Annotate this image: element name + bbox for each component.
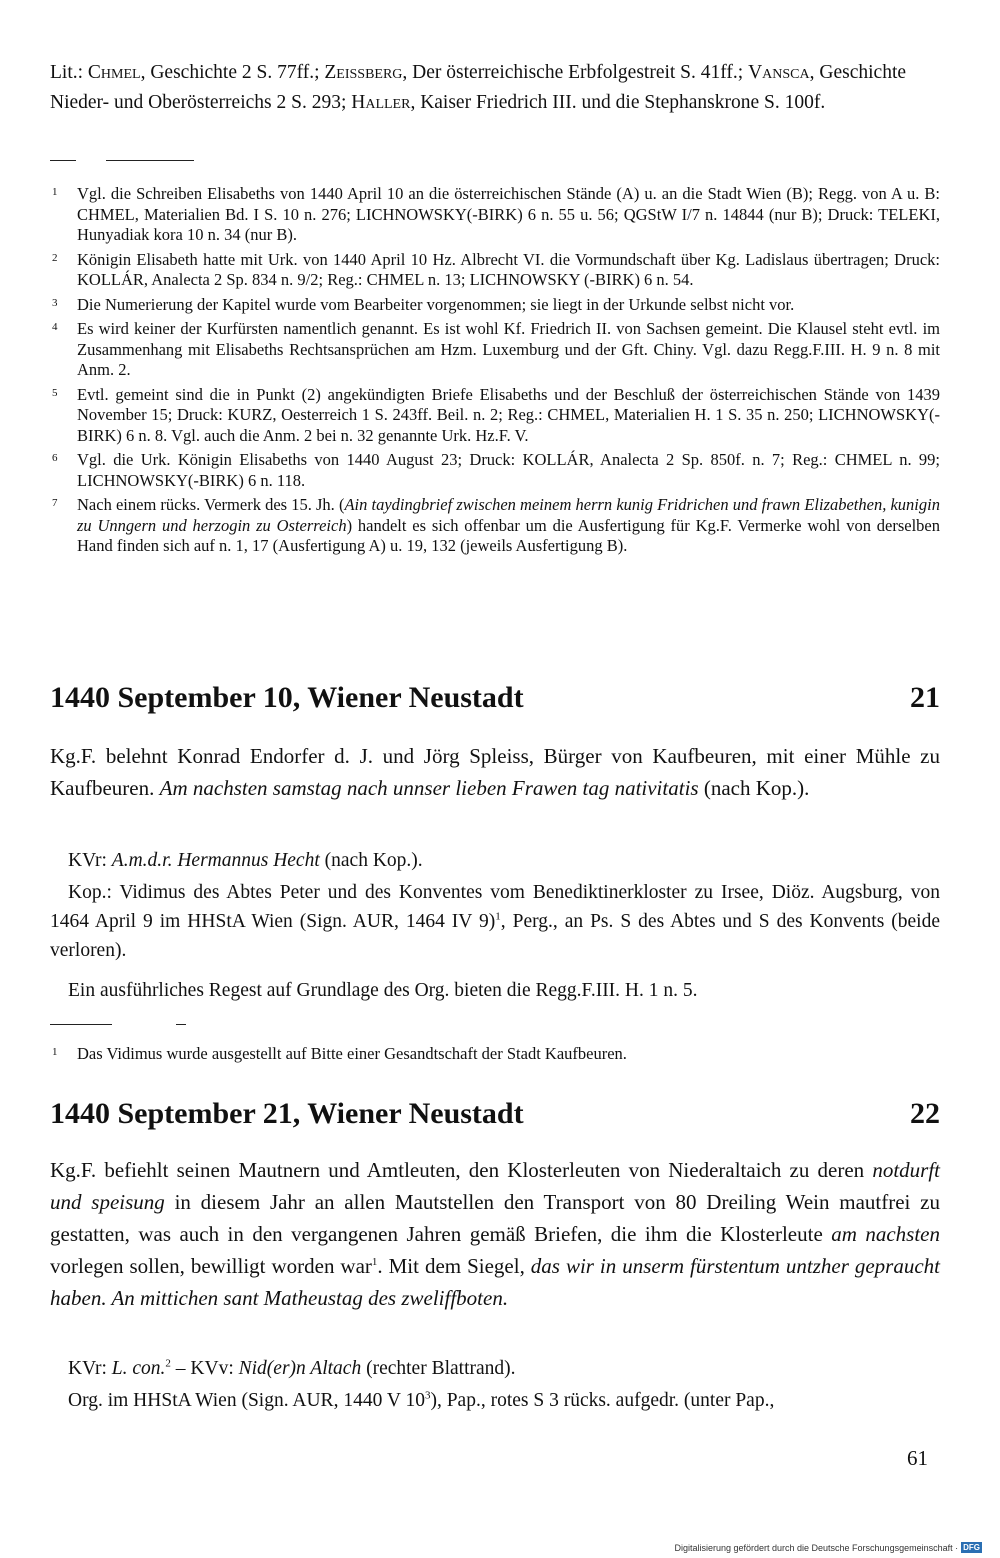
footnote-text: Königin Elisabeth hatte mit Urk. von 1440 April 10 Hz. Albrecht VI. die Vormundschaft über Kg. Ladislaus übertragen; Druck: KOLLÁR, Analecta 2 Sp. 834 n. 9/2; Reg.: CHMEL n. 13; LICHNOWSKY (-BIRK) 6 n. 54. bbox=[77, 249, 940, 289]
footnote-number: 3 bbox=[52, 296, 58, 309]
kvv-label: – KVv: bbox=[170, 1358, 239, 1379]
page-number: 61 bbox=[907, 1446, 928, 1470]
entry-22-heading-row bbox=[50, 1096, 940, 1132]
lit-author-1: Chmel bbox=[87, 62, 141, 83]
footnote-number: 1 bbox=[52, 1046, 58, 1058]
entry-22-org bbox=[68, 1386, 940, 1415]
fn7-pre: Nach einem rücks. Vermerk des 15. Jh. ( bbox=[77, 495, 345, 514]
footnote-item bbox=[50, 495, 940, 557]
footnote-number: 4 bbox=[52, 321, 58, 333]
entry-22-text-1: Kg.F. befiehlt seinen Mautnern und Amtleuten, den Klosterleuten von Niederaltaich zu deren bbox=[50, 1158, 873, 1182]
footnote-item bbox=[50, 385, 940, 447]
footnote-divider-dash bbox=[176, 1024, 186, 1025]
footnote-text: Die Numerierung der Kapitel wurde vom Bearbeiter vorgenommen; sie liegt in der Urkunde selbst nicht vor. bbox=[77, 294, 795, 314]
entry-21-footnotes bbox=[50, 1044, 940, 1069]
footnote-text: Es wird keiner der Kurfürsten namentlich genannt. Es ist wohl Kf. Friedrich II. von Sachsen gemeint. Die Klausel steht evtl. im Zusammenhang mit Elisabeths Rechtsansprüchen am Hzm. Luxemburg und der Gft. Chiny. Vgl. dazu Regg.F.III. H. 9 n. 8 mit Anm. 2. bbox=[77, 319, 940, 379]
footnote-divider-long bbox=[106, 160, 194, 161]
entry-22-text-2: in diesem Jahr an allen Mautstellen den Transport von 80 Dreiling Wein mautfrei zu gestatten, was auch in den vergangenen Jahren gemäß Briefen, die ihm die Klosterleute bbox=[50, 1190, 940, 1246]
footnote-text bbox=[77, 495, 940, 557]
footnote-item bbox=[50, 250, 940, 291]
entry-22-quote-1: notdurft und speisung bbox=[50, 1158, 940, 1214]
footnote-number: 6 bbox=[52, 452, 58, 464]
entry-22-summary bbox=[50, 1154, 940, 1314]
entry-21-kvr bbox=[68, 846, 940, 875]
entry-22-number: 22 bbox=[910, 1097, 940, 1130]
kop-text: Kop.: Vidimus des Abtes Peter und des Konventes vom Benediktinerkloster zu Irsee, Diöz. Augsburg, von 1464 April 9 im HHStA Wien (Sign. AUR, 1464 IV 9) bbox=[50, 882, 940, 932]
kvr-label: KVr: bbox=[68, 1358, 112, 1379]
org-text-end: ), Pap., rotes S 3 rücks. aufgedr. (unter Pap., bbox=[430, 1390, 775, 1411]
footnote-text: Evtl. gemeint sind die in Punkt (2) angekündigten Briefe Elisabeths und der Beschluß der österreichischen Stände von 1439 November 15; Druck: KURZ, Oesterreich 1 S. 243ff. Beil. n. 2; Reg.: CHMEL, Materialien H. 1 S. 35 n. 250; LICHNOWSKY(-BIRK) 6 n. 8. Vgl. auch die Anm. 2 bei n. 32 genannte Urk. Hz.F. V. bbox=[77, 384, 940, 445]
kvr-footnote-ref: 2 bbox=[165, 1357, 171, 1370]
lit-text-3: , Geschichte Nieder- und Oberösterreichs 2 S. 293; bbox=[50, 62, 907, 113]
kop-text-end: , Perg., an Ps. S des Abtes und S des Konvents (beide verloren). bbox=[50, 911, 940, 961]
lit-author-2: Zeissberg bbox=[324, 62, 403, 83]
kvv-note: (rechter Blattrand). bbox=[361, 1358, 516, 1379]
kvv-value: Nid(er)n Altach bbox=[238, 1358, 362, 1379]
entry-22-footnote-ref: 1 bbox=[371, 1256, 378, 1268]
kop-footnote-ref: 1 bbox=[495, 910, 501, 923]
footnote-item bbox=[50, 1044, 940, 1065]
footnote-item bbox=[50, 319, 940, 381]
entry-21-heading: 1440 September 10, Wiener Neustadt bbox=[50, 681, 524, 714]
entry-21-heading-row bbox=[50, 680, 940, 716]
footnote-item bbox=[50, 184, 940, 246]
kvr-value: L. con. bbox=[111, 1358, 166, 1379]
funding-text: Digitalisierung gefördert durch die Deutsche Forschungsgemeinschaft · bbox=[674, 1542, 959, 1553]
fn7-post: ) handelt es sich offenbar um die Ausfertigung für Kg.F. Vermerke wohl von derselben Hand finden sich auf n. 1, 17 (Ausfertigung A) u. 19, 132 (jeweils Ausfertigung B). bbox=[77, 515, 940, 555]
entry-21-summary-end: (nach Kop.). bbox=[698, 776, 810, 800]
footnote-number: 2 bbox=[52, 251, 58, 264]
entry-21-number: 21 bbox=[910, 681, 940, 714]
footnote-number: 7 bbox=[52, 497, 58, 509]
lit-text-4: , Kaiser Friedrich III. und die Stephanskrone S. 100f. bbox=[410, 92, 826, 113]
entry-21-kop bbox=[50, 878, 940, 965]
entry-21-regest bbox=[68, 976, 940, 1005]
lit-text-1: , Geschichte 2 S. 77ff.; bbox=[140, 62, 325, 83]
lit-author-4: Haller bbox=[351, 92, 411, 113]
kvr-value: A.m.d.r. Hermannus Hecht bbox=[111, 850, 320, 871]
kvr-note: (nach Kop.). bbox=[319, 850, 423, 871]
lit-author-3: Vansca bbox=[748, 62, 810, 83]
footnote-text: Vgl. die Schreiben Elisabeths von 1440 April 10 an die österreichischen Stände (A) u. an die Stadt Wien (B); Regg. von A u. B: CHMEL, Materialien Bd. I S. 10 n. 276; LICHNOWSKY(-BIRK) 6 n. 55 u. 56; QGStW I/7 n. 14844 (nur B); Druck: TELEKI, Hunyadiak kora 10 n. 34 (nur B). bbox=[77, 184, 940, 244]
footnote-text: Vgl. die Urk. Königin Elisabeths von 1440 August 23; Druck: KOLLÁR, Analecta 2 Sp. 850f. n. 7; Reg.: CHMEL n. 99; LICHNOWSKY(-BIRK) 6 n. 118. bbox=[77, 450, 940, 490]
org-footnote-ref: 3 bbox=[424, 1389, 431, 1402]
entry-21-quote: Am nachsten samstag nach unnser lieben Frawen tag nativitatis bbox=[159, 776, 699, 800]
entry-22-kvr bbox=[68, 1354, 940, 1383]
footnote-divider-short bbox=[50, 1024, 112, 1025]
dfg-logo: DFG bbox=[963, 1543, 980, 1552]
entry-22-heading: 1440 September 21, Wiener Neustadt bbox=[50, 1097, 524, 1130]
entry-22-quote-3: das wir in unserm fürstentum untzher gepraucht haben. An mittichen sant Matheustag des zweliffboten. bbox=[50, 1254, 940, 1310]
kvr-label: KVr: bbox=[68, 850, 112, 871]
funding-footer bbox=[674, 1542, 982, 1553]
entry-21-summary bbox=[50, 740, 940, 804]
entry-21-summary-text: Kg.F. belehnt Konrad Endorfer d. J. und Jörg Spleiss, Bürger von Kaufbeuren, mit einer Mühle zu Kaufbeuren. bbox=[50, 744, 940, 800]
footnotes-top bbox=[50, 184, 940, 561]
footnote-item bbox=[50, 295, 940, 316]
footnote-number: 5 bbox=[52, 386, 58, 399]
org-text: Org. im HHStA Wien (Sign. AUR, 1440 V 10 bbox=[68, 1390, 425, 1411]
entry-22-text-3: vorlegen sollen, bewilligt worden war bbox=[50, 1254, 372, 1278]
literature-paragraph bbox=[50, 58, 940, 118]
footnote-item bbox=[50, 450, 940, 491]
lit-prefix: Lit.: bbox=[50, 62, 88, 83]
entry-22-text-4: . Mit dem Siegel, bbox=[377, 1254, 531, 1278]
footnote-divider-short bbox=[50, 160, 76, 161]
footnote-text: Das Vidimus wurde ausgestellt auf Bitte einer Gesandtschaft der Stadt Kaufbeuren. bbox=[77, 1044, 627, 1063]
fn7-italic: Ain taydingbrief zwischen meinem herrn kunig Fridrichen und frawn Elizabethen, kunigin zu Unngern und herzogin zu Osterreich bbox=[77, 495, 940, 535]
regest-text: Ein ausführliches Regest auf Grundlage des Org. bieten die Regg.F.III. H. 1 n. 5. bbox=[68, 980, 698, 1001]
lit-text-2: , Der österreichische Erbfolgestreit S. 41ff.; bbox=[402, 62, 749, 83]
footnote-number: 1 bbox=[52, 186, 58, 198]
entry-22-quote-2: am nachsten bbox=[831, 1222, 940, 1246]
